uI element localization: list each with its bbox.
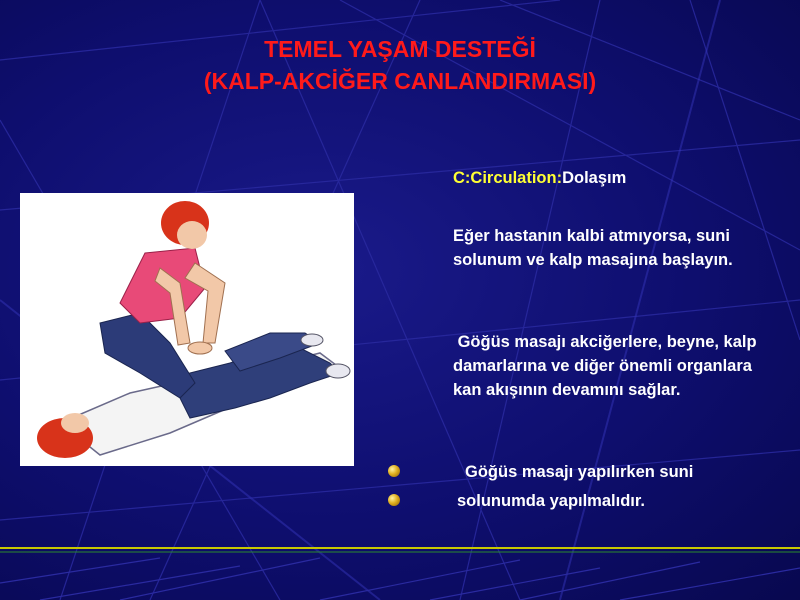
paragraph-1: Eğer hastanın kalbi atmıyorsa, suni solunum ve kalp masajına başlayın. — [453, 227, 733, 269]
title-line-2: (KALP-AKCİĞER CANLANDIRMASI) — [203, 68, 597, 94]
footer-decoration — [0, 538, 800, 600]
paragraph-2: Göğüs masajı akciğerlere, beyne, kalp damarlarına ve diğer önemli organlara kan akışının devamını sağlar. — [453, 333, 762, 399]
section-prefix: C:Circulation: — [453, 169, 563, 187]
cpr-illustration-icon — [20, 193, 354, 466]
cpr-illustration — [20, 193, 354, 466]
slide-title — [0, 33, 800, 97]
bullet-text: solunumda yapılmalıdır. — [457, 492, 645, 510]
section-heading — [453, 166, 783, 190]
section-suffix: Dolaşım — [562, 169, 627, 187]
title-line-1: TEMEL YAŞAM DESTEĞİ — [264, 36, 536, 62]
bullet-icon — [388, 494, 400, 506]
bullet-icon — [388, 465, 400, 477]
bullet-text: Göğüs masajı yapılırken suni — [465, 463, 694, 481]
